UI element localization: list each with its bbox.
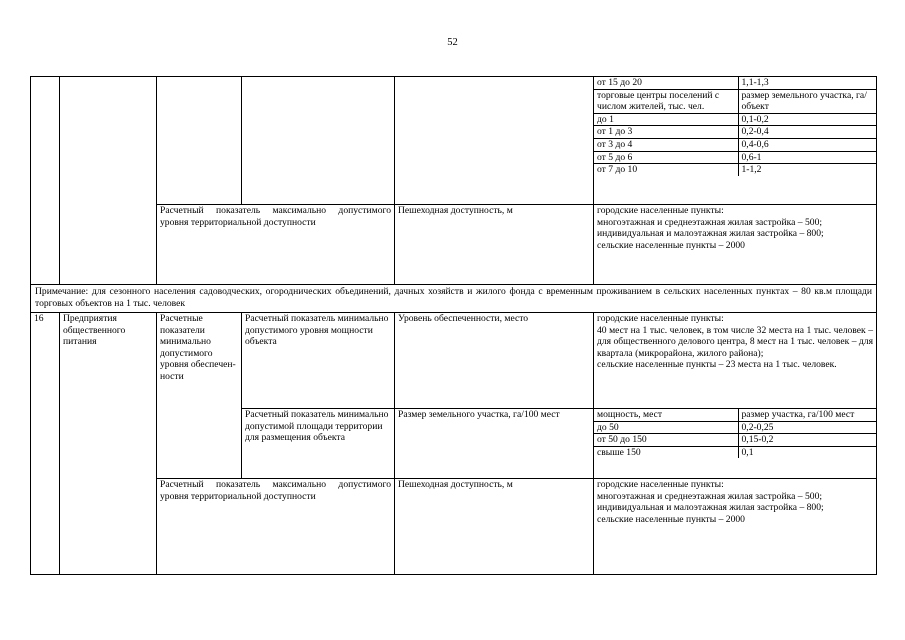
page-number: 52 [447,37,458,48]
value-cell: 1,1-1,3 [738,77,876,89]
table-row [594,138,876,151]
table-row [594,89,876,113]
value-line: городские населенные пункты: [597,479,724,490]
access-indicator-cell: Расчетный показатель максимально допустимого уровня территориальной доступности [157,479,395,575]
value-line: индивидуальная и малоэтажная жилая застройка – 800; [597,228,824,240]
retail-values-table [594,77,876,176]
value-cell: 0,2-0,25 [738,421,876,434]
table-row [594,164,876,176]
value-cell: 0,1 [741,446,754,458]
note-text: Примечание: для сезонного населения садоводческих, огороднических объединений, дачных хозяйств и жилого фонда с временным проживанием в сельских населенных пунктах – 80 кв.м площади торговых объектов на 1 тыс. человек [31,285,877,313]
object-cell-empty [60,77,157,285]
header-cell: мощность, мест [594,409,738,421]
area-values-table [594,409,876,458]
header-cell: размер земельного участка, га/объект [738,89,876,113]
range-cell: от 3 до 4 [594,138,738,151]
value-cell: 1-1,2 [741,164,762,176]
unit-cell-empty [395,77,594,205]
capacity-value-cell [594,313,877,409]
object-cell: Предприятия общественного питания [60,313,157,575]
header-cell: размер участка, га/100 мест [738,409,876,421]
value-line: сельские населенные пункты – 23 места на 1 тыс. человек. [597,359,837,371]
num-cell-empty [31,77,60,285]
num-cell: 16 [31,313,60,575]
value-line: многоэтажная и среднеэтажная жилая застройка – 500; [597,216,823,228]
value-cell: 0,15-0,2 [738,434,876,447]
access-unit-cell: Пешеходная доступность, м [395,205,594,285]
access-indicator-cell: Расчетный показатель максимально допустимого уровня территориальной доступности [157,205,395,285]
table-row [594,421,876,434]
header-cell: торговые центры поселений с числом жителей, тыс. чел. [594,89,738,113]
area-unit-cell: Размер земельного участка, га/100 мест [395,409,594,479]
table-row [31,313,877,409]
area-values-cell [594,409,877,479]
values-cell [594,77,877,205]
indicator-type-cell-empty [157,77,242,205]
note-row [31,285,877,313]
indicator-type-cell: Расчетные показатели минимально допустимого уровня обеспечен-ности [157,313,242,479]
range-cell: свыше 150 [594,446,738,458]
capacity-unit-cell: Уровень обеспеченности, место [395,313,594,409]
table-row [594,126,876,139]
range-cell: от 1 до 3 [594,126,738,139]
table-row [594,446,876,458]
capacity-indicator-cell: Расчетный показатель минимально допустимого уровня мощности объекта [242,313,395,409]
access-value-cell [594,205,877,285]
value-line: индивидуальная и малоэтажная жилая застройка – 800; [597,502,824,514]
value-cell: 0,4-0,6 [738,138,876,151]
access-unit-cell: Пешеходная доступность, м [395,479,594,575]
table-row [594,77,876,89]
range-cell: от 7 до 10 [594,164,738,176]
norms-table [30,76,877,575]
range-cell: до 1 [594,113,738,126]
table-row [31,77,877,205]
range-cell: до 50 [594,421,738,434]
value-line: сельские населенные пункты – 2000 [597,239,745,251]
range-cell: от 5 до 6 [594,151,738,164]
value-line: сельские населенные пункты – 2000 [597,513,745,525]
value-line: городские населенные пункты: [597,205,724,216]
value-line: городские населенные пункты: [597,313,724,324]
table-row [31,479,877,575]
value-cell: 0,2-0,4 [738,126,876,139]
access-value-cell [594,479,877,575]
table-row [31,205,877,285]
table-row [594,151,876,164]
indicator-cell-empty [242,77,395,205]
table-row [594,113,876,126]
value-cell: 0,1-0,2 [738,113,876,126]
range-cell: от 50 до 150 [594,434,738,447]
value-line: многоэтажная и среднеэтажная жилая застройка – 500; [597,490,823,502]
value-cell: 0,6-1 [738,151,876,164]
table-row [594,434,876,447]
area-indicator-cell: Расчетный показатель минимально допустимой площади территории для размещения объекта [242,409,395,479]
value-line: 40 мест на 1 тыс. человек, в том числе 32 места на 1 тыс. человек – для общественного делового центра, 8 мест на 1 тыс. человек – для квартала (микрорайона, жилого района); [597,324,873,359]
range-cell: от 15 до 20 [594,77,738,89]
table-row [594,409,876,421]
